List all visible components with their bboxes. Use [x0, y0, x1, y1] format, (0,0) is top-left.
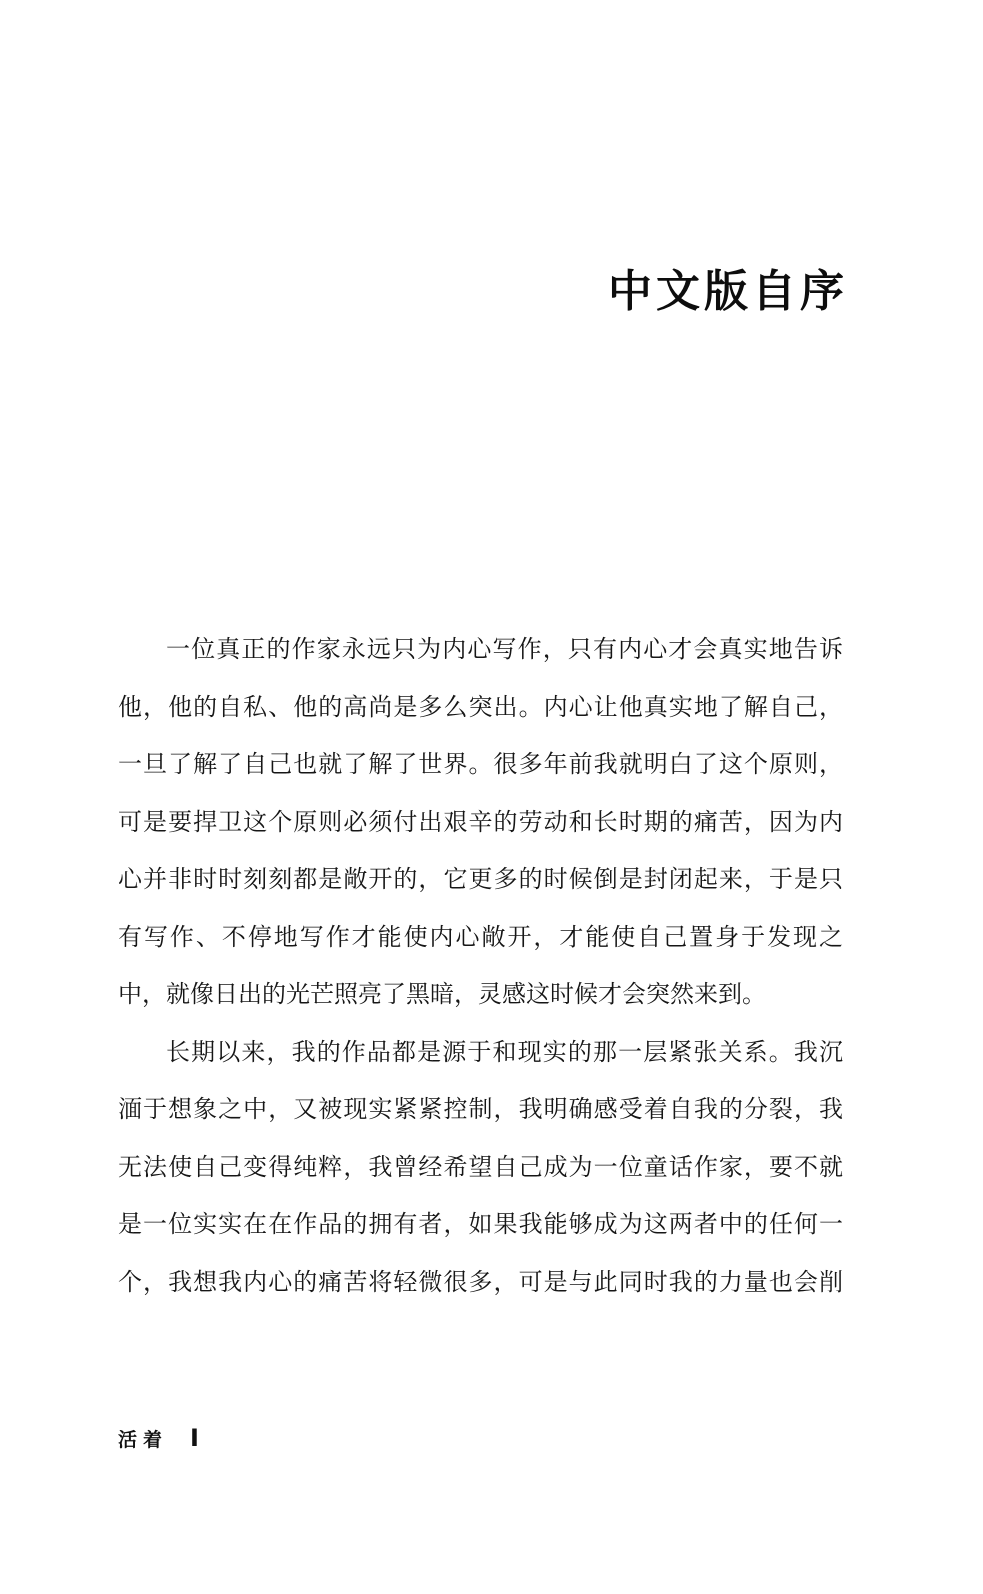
paragraph-2-line: 长期以来，我的作品都是源于和现实的那一层紧张关系。我沉: [166, 1037, 843, 1066]
paragraph-2-line: 是一位实实在在作品的拥有者，如果我能够成为这两者中的任何一: [118, 1210, 843, 1238]
body-text: [118, 627, 843, 1317]
paragraph-1-line: 心并非时时刻刻都是敞开的，它更多的时候倒是封闭起来，于是只: [118, 865, 843, 893]
paragraph-1-line: 有写作、不停地写作才能使内心敞开，才能使自己置身于发现之: [118, 922, 843, 951]
paragraph-1-line: 可是要捍卫这个原则必须付出艰辛的劳动和长时期的痛苦，因为内: [118, 807, 843, 836]
paragraph-2-line: 个，我想我内心的痛苦将轻微很多，可是与此同时我的力量也会削: [118, 1267, 843, 1296]
paragraph-1-line: 他，他的自私、他的高尚是多么突出。内心让他真实地了解自己，: [118, 692, 843, 721]
paragraph-1-line: 中，就像日出的光芒照亮了黑暗，灵感这时候才会突然来到。: [118, 980, 766, 1008]
footer-book-title: 活着: [118, 1428, 169, 1451]
paragraph-1-line: 一位真正的作家永远只为内心写作，只有内心才会真实地告诉: [166, 635, 843, 663]
page-title: 中文版自序: [608, 266, 848, 317]
paragraph-2-line: 无法使自己变得纯粹，我曾经希望自己成为一位童话作家，要不就: [118, 1152, 843, 1181]
page-footer: [118, 1424, 199, 1452]
paragraph-2-line: 湎于想象之中，又被现实紧紧控制，我明确感受着自我的分裂，我: [118, 1095, 843, 1123]
paragraph-1-line: 一旦了解了自己也就了解了世界。很多年前我就明白了这个原则，: [118, 750, 843, 778]
footer-page-number: I: [190, 1424, 199, 1452]
